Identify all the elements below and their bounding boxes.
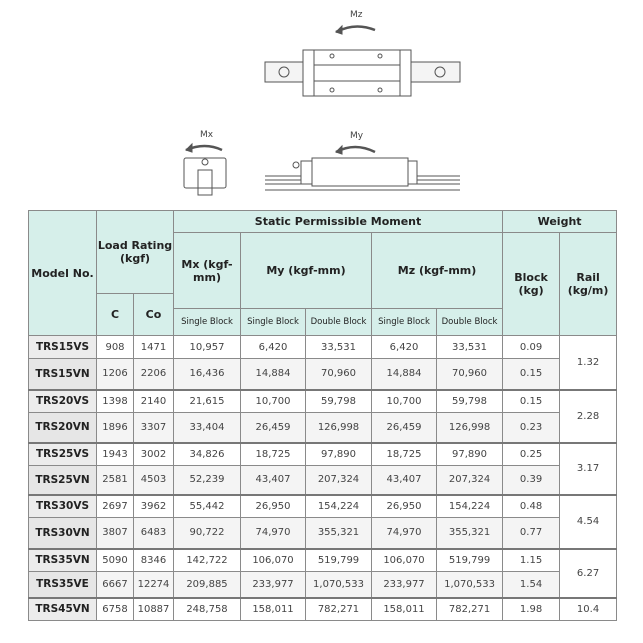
cell-block: 0.23: [503, 413, 560, 443]
header-my-single: Single Block: [241, 309, 306, 336]
cell-co: 3962: [134, 495, 174, 518]
table-row: [29, 518, 617, 549]
cell-block: 1.15: [503, 549, 560, 572]
cell-rail: 1.32: [560, 336, 617, 390]
cell-mz-d: 126,998: [437, 413, 503, 443]
cell-c: 6758: [97, 598, 134, 621]
cell-mz-s: 106,070: [372, 549, 437, 572]
cell-mz-d: 519,799: [437, 549, 503, 572]
cell-co: 10887: [134, 598, 174, 621]
header-co: Co: [134, 294, 174, 336]
cell-my-d: 97,890: [306, 443, 372, 466]
cell-mz-s: 43,407: [372, 466, 437, 495]
cell-c: 2581: [97, 466, 134, 495]
guide-block-drawing: [0, 0, 643, 205]
cell-my-d: 70,960: [306, 359, 372, 390]
cell-mx: 248,758: [174, 598, 241, 621]
cell-mz-s: 18,725: [372, 443, 437, 466]
cell-rail: 3.17: [560, 443, 617, 495]
cell-my-s: 10,700: [241, 390, 306, 413]
header-weight: Weight: [503, 211, 617, 233]
cell-c: 6667: [97, 572, 134, 598]
cell-co: 1471: [134, 336, 174, 359]
cell-rail: 2.28: [560, 390, 617, 443]
cell-model: TRS35VN: [29, 549, 97, 572]
cell-model: TRS45VN: [29, 598, 97, 621]
cell-block: 0.39: [503, 466, 560, 495]
cell-co: 6483: [134, 518, 174, 549]
cell-c: 1398: [97, 390, 134, 413]
cell-my-s: 26,950: [241, 495, 306, 518]
cell-mz-s: 26,459: [372, 413, 437, 443]
cell-c: 2697: [97, 495, 134, 518]
cell-rail: 10.4: [560, 598, 617, 621]
table-row: [29, 390, 617, 413]
cell-mx: 90,722: [174, 518, 241, 549]
cell-my-d: 782,271: [306, 598, 372, 621]
cell-my-d: 33,531: [306, 336, 372, 359]
cell-model: TRS35VE: [29, 572, 97, 598]
cell-mx: 34,826: [174, 443, 241, 466]
cell-c: 5090: [97, 549, 134, 572]
header-mx: Mx (kgf-mm): [174, 233, 241, 309]
cell-c: 1896: [97, 413, 134, 443]
cell-mx: 209,885: [174, 572, 241, 598]
cell-mz-s: 74,970: [372, 518, 437, 549]
cell-c: 908: [97, 336, 134, 359]
table-row: [29, 598, 617, 621]
cell-my-s: 14,884: [241, 359, 306, 390]
header-mx-single: Single Block: [174, 309, 241, 336]
cell-mz-d: 1,070,533: [437, 572, 503, 598]
cell-mx: 33,404: [174, 413, 241, 443]
my-label: My: [350, 131, 364, 141]
cell-my-d: 519,799: [306, 549, 372, 572]
cell-model: TRS25VS: [29, 443, 97, 466]
cell-mx: 55,442: [174, 495, 241, 518]
cell-co: 2140: [134, 390, 174, 413]
table-row: [29, 495, 617, 518]
cell-block: 0.48: [503, 495, 560, 518]
cell-mx: 10,957: [174, 336, 241, 359]
cell-block: 0.09: [503, 336, 560, 359]
header-my: My (kgf-mm): [241, 233, 372, 309]
cell-model: TRS20VN: [29, 413, 97, 443]
cell-mz-s: 26,950: [372, 495, 437, 518]
cell-my-s: 6,420: [241, 336, 306, 359]
cell-mz-d: 154,224: [437, 495, 503, 518]
table-row: [29, 572, 617, 598]
cell-my-s: 26,459: [241, 413, 306, 443]
cell-c: 1206: [97, 359, 134, 390]
cell-co: 12274: [134, 572, 174, 598]
header-rail: Rail (kg/m): [560, 233, 617, 336]
cell-mz-d: 97,890: [437, 443, 503, 466]
table-row: [29, 549, 617, 572]
header-static-moment: Static Permissible Moment: [174, 211, 503, 233]
cell-mz-s: 6,420: [372, 336, 437, 359]
mx-label: Mx: [200, 130, 214, 140]
cell-mx: 52,239: [174, 466, 241, 495]
cell-model: TRS30VS: [29, 495, 97, 518]
header-my-double: Double Block: [306, 309, 372, 336]
cell-my-d: 126,998: [306, 413, 372, 443]
moment-diagram: [0, 0, 643, 205]
mz-label: Mz: [350, 10, 363, 20]
cell-mz-s: 10,700: [372, 390, 437, 413]
cell-co: 3307: [134, 413, 174, 443]
cell-my-s: 43,407: [241, 466, 306, 495]
cell-my-d: 154,224: [306, 495, 372, 518]
cell-rail: 6.27: [560, 549, 617, 598]
cell-my-d: 355,321: [306, 518, 372, 549]
header-model: Model No.: [29, 211, 97, 336]
cell-my-s: 18,725: [241, 443, 306, 466]
cell-my-d: 1,070,533: [306, 572, 372, 598]
cell-block: 1.54: [503, 572, 560, 598]
cell-mz-d: 33,531: [437, 336, 503, 359]
cell-co: 8346: [134, 549, 174, 572]
cell-my-s: 74,970: [241, 518, 306, 549]
cell-my-s: 158,011: [241, 598, 306, 621]
cell-c: 3807: [97, 518, 134, 549]
header-mz: Mz (kgf-mm): [372, 233, 503, 309]
cell-my-d: 207,324: [306, 466, 372, 495]
cell-mz-d: 355,321: [437, 518, 503, 549]
cell-mz-d: 782,271: [437, 598, 503, 621]
cell-model: TRS25VN: [29, 466, 97, 495]
cell-model: TRS30VN: [29, 518, 97, 549]
cell-block: 0.15: [503, 390, 560, 413]
cell-model: TRS20VS: [29, 390, 97, 413]
cell-mz-s: 158,011: [372, 598, 437, 621]
cell-mz-s: 233,977: [372, 572, 437, 598]
cell-mz-d: 59,798: [437, 390, 503, 413]
table-row: [29, 443, 617, 466]
table-row: [29, 359, 617, 390]
header-block: Block (kg): [503, 233, 560, 336]
cell-mz-d: 70,960: [437, 359, 503, 390]
cell-model: TRS15VS: [29, 336, 97, 359]
cell-block: 0.77: [503, 518, 560, 549]
cell-rail: 4.54: [560, 495, 617, 549]
header-load-rating: Load Rating (kgf): [97, 211, 174, 294]
cell-model: TRS15VN: [29, 359, 97, 390]
table-row: [29, 413, 617, 443]
table-row: [29, 336, 617, 359]
cell-mz-s: 14,884: [372, 359, 437, 390]
cell-my-s: 233,977: [241, 572, 306, 598]
cell-mz-d: 207,324: [437, 466, 503, 495]
cell-co: 4503: [134, 466, 174, 495]
cell-co: 3002: [134, 443, 174, 466]
cell-mx: 21,615: [174, 390, 241, 413]
specification-table: [28, 210, 617, 621]
header-mz-single: Single Block: [372, 309, 437, 336]
cell-mx: 142,722: [174, 549, 241, 572]
cell-block: 0.15: [503, 359, 560, 390]
cell-block: 0.25: [503, 443, 560, 466]
table-row: [29, 466, 617, 495]
cell-my-s: 106,070: [241, 549, 306, 572]
cell-block: 1.98: [503, 598, 560, 621]
cell-c: 1943: [97, 443, 134, 466]
cell-my-d: 59,798: [306, 390, 372, 413]
header-mz-double: Double Block: [437, 309, 503, 336]
cell-mx: 16,436: [174, 359, 241, 390]
header-c: C: [97, 294, 134, 336]
cell-co: 2206: [134, 359, 174, 390]
